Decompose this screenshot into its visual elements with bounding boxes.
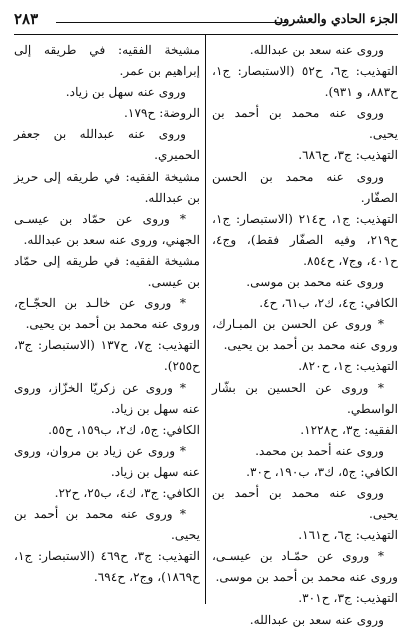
paragraph: وروى عنه سهل بن زياد. [65, 85, 186, 100]
paragraph: مشيخة الفقيه: في طريقه إلى إبراهيم بن عمر. [14, 43, 200, 79]
paragraph: * وروى عنه محمد بن أحمد بن يحيى. [14, 507, 200, 543]
paragraph: * وروى عن خالـد بن الحجّـاج، وروى عنه محمد بن أحمد بن يحيى. [14, 296, 200, 332]
column-divider [205, 34, 206, 604]
right-column [212, 40, 398, 627]
header-rule [56, 22, 286, 23]
left-column [14, 40, 200, 604]
paragraph: التهذيب: ج٣، ح٣٠١. [298, 591, 398, 606]
paragraph: وروى عنه محمد بن أحمد بن يحيى. [212, 106, 398, 142]
paragraph: الكافي: ج٥، ك٢، ب١٥٩، ح٥٥. [48, 422, 200, 437]
paragraph: الفقيه: ج٣، ح١٢٢٨. [300, 422, 398, 437]
paragraph: التهذيب: ج٣، ح٤٦٩ (الاستبصار: ج١، ح١٨٦٩)، وج٢، ح٦٩٤. [14, 549, 200, 585]
paragraph: وروى عنه محمد بن موسى. [246, 275, 384, 290]
paragraph: التهذيب: ج١، ح٢١٤ (الاستبصار: ج١، ح٢١٩، وفيه الصفّار فقط)، وج٤، ح٤٠١، وج٧، ح٨٥٤. [212, 211, 398, 268]
paragraph: وروى عنه سعد بن عبدالله. [249, 612, 384, 627]
paragraph: التهذيب: ج١، ح٨٢٠. [298, 359, 398, 374]
paragraph: وروى عنه أحمد بن محمد. [255, 443, 384, 458]
paragraph: الكافي: ج٣، ك٤، ب٢٥، ح٢٢. [54, 485, 200, 500]
paragraph: وروى عنه محمد بن الحسن الصفّار. [212, 169, 398, 205]
paragraph: التهذيب: ج٦، ح٥٢ (الاستبصار: ج١، ح٨٨٣، و ٩٣١). [212, 64, 398, 100]
paragraph: * وروى عن الحسن بن المبـارك، وروى عنه محمد بن أحمد بن يحيى. [212, 317, 398, 353]
header-divider [14, 34, 398, 35]
paragraph: التهذيب: ج٧، ح١٣٧ (الاستبصار: ج٣، ح٢٥٥). [14, 338, 200, 374]
paragraph: * وروى عن حمّـاد بن عيسـى، وروى عنه محمد بن أحمد بن موسى. [212, 549, 398, 585]
paragraph: وروى عنه عبدالله بن جعفر الحميري. [14, 127, 200, 163]
paragraph: * وروى عن زياد بن مروان، وروى عنه سهل بن زياد. [14, 443, 200, 479]
paragraph: وروى عنه سعد بن عبدالله. [249, 43, 384, 57]
paragraph: التهذيب: ج٣، ح٦٨٦. [298, 148, 398, 163]
running-title: الجزء الحادي والعشرون [274, 11, 398, 26]
page-header [14, 10, 398, 30]
paragraph: مشيخة الفقيه: في طريقه إلى حريز بن عبدالله. [14, 169, 200, 205]
paragraph: مشيخة الفقيه: في طريقه إلى حمّاد بن عيسى. [14, 253, 200, 290]
paragraph: * وروى عن زكريّا الخزّاز، وروى عنه سهل بن زياد. [14, 380, 200, 416]
page-number: ٢٨٣ [14, 10, 39, 28]
paragraph: الكافي: ج٤، ك٢، ب٦١، ح٤. [259, 296, 398, 311]
paragraph: * وروى عن الحسين بن بشّار الواسطي. [212, 380, 398, 416]
paragraph: * وروى عن حمّاد بن عيسـى الجهني، وروى عنه سعد بن عبدالله. [14, 211, 200, 247]
paragraph: التهذيب: ج٦، ح١٦١. [298, 528, 398, 543]
paragraph: الكافي: ج٥، ك٣، ب١٩٠، ح٣٠. [246, 464, 398, 479]
paragraph: وروى عنه محمد بن أحمد بن يحيى. [212, 485, 398, 522]
paragraph: الروضة: ح١٧٩. [124, 106, 200, 121]
